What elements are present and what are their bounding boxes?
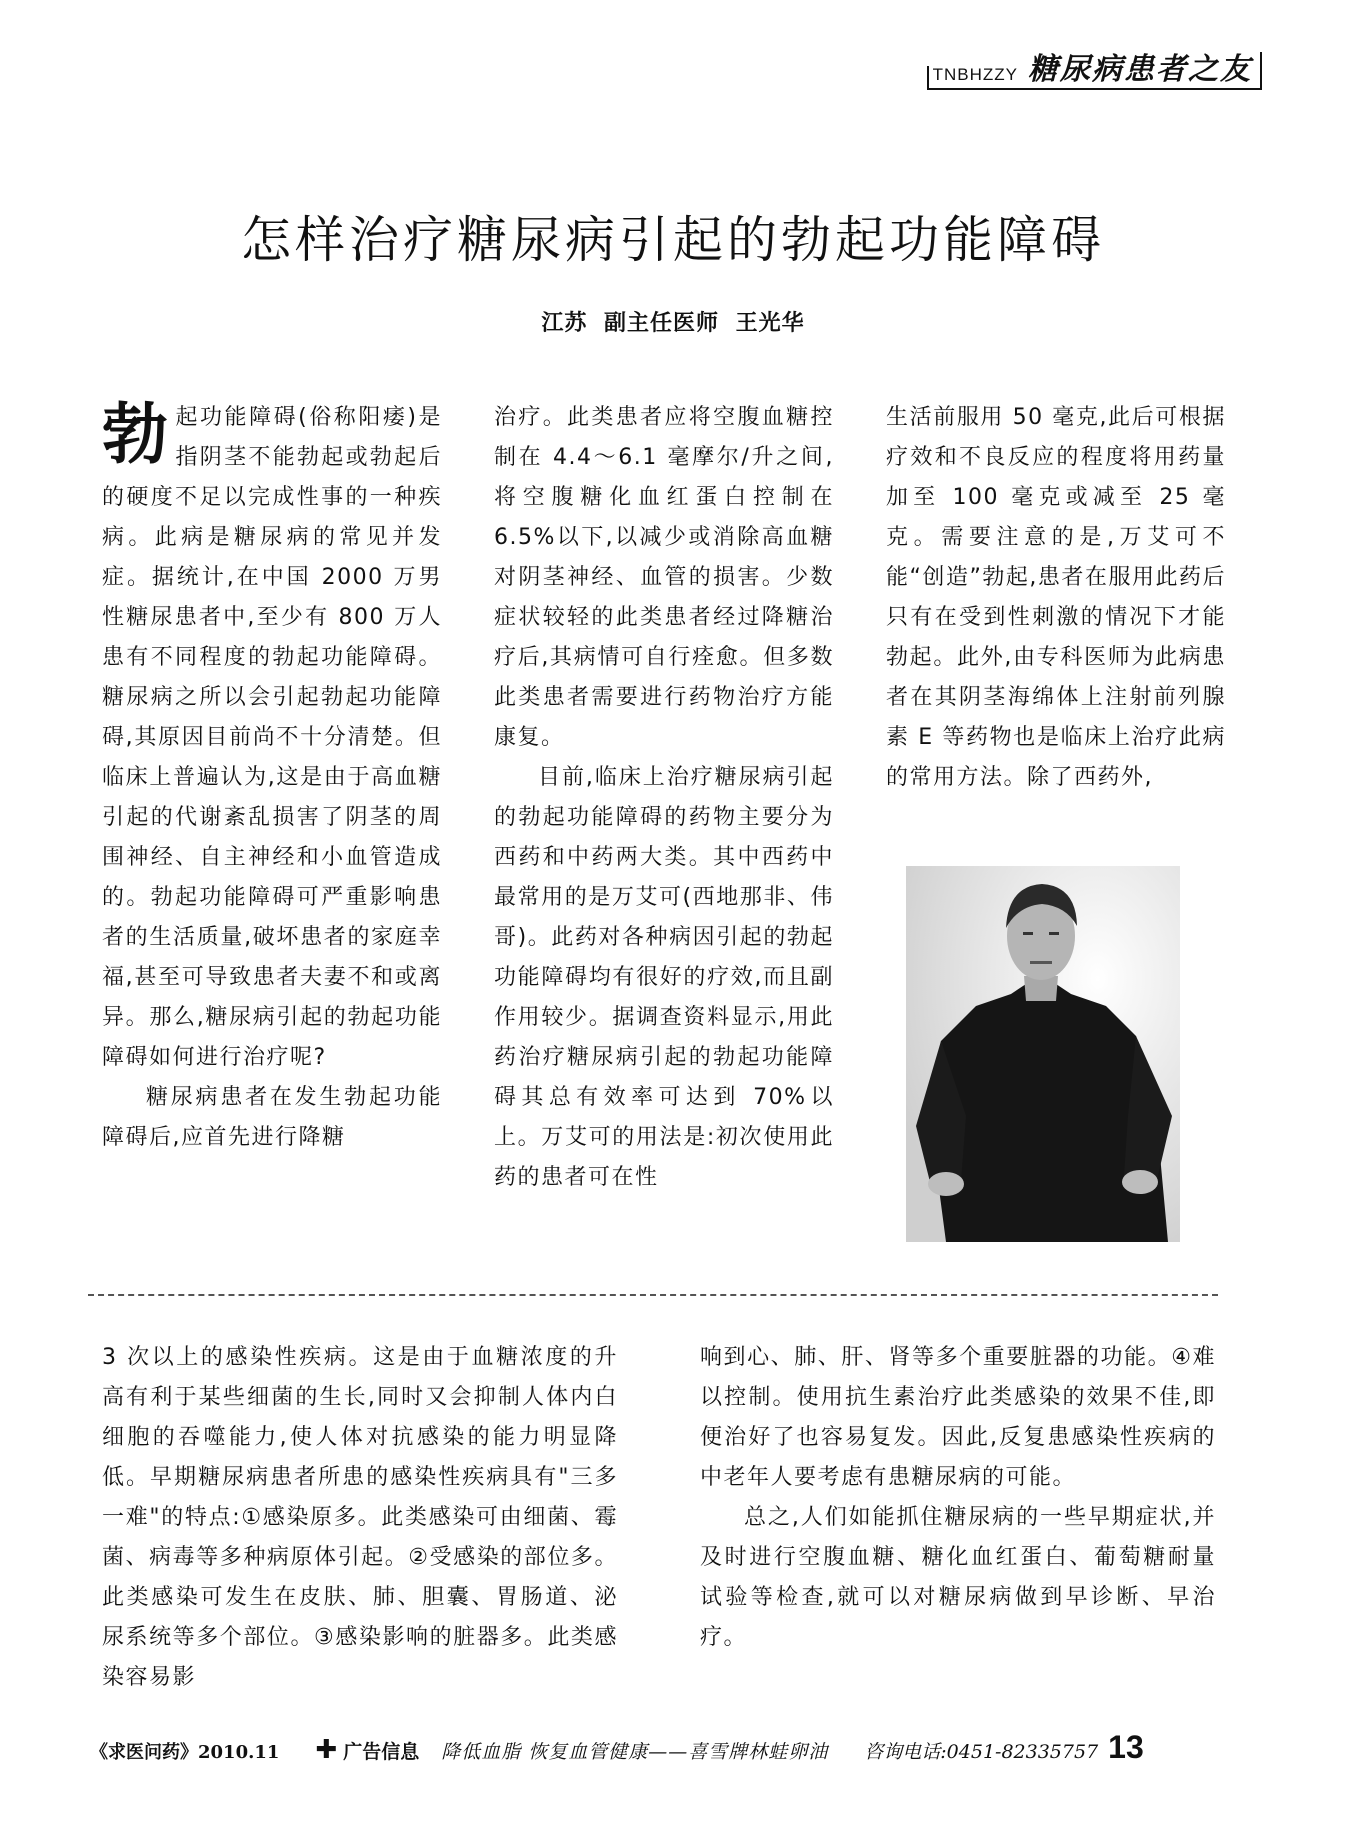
paragraph: 生活前服用 50 毫克,此后可根据疗效和不良反应的程度将用药量加至 100 毫克或减至 25 毫克。需要注意的是,万艾可不能“创造”勃起,患者在服用此药后只有在受到性刺激的情况下才能勃起。此外,由专科医师为此病患者在其阴茎海绵体上注射前列腺素 E 等药物也是临床上治疗此病的常用方法。除了西药外,: [886, 405, 1226, 790]
continued-column-right: [700, 1338, 1216, 1658]
article-column-3: [886, 398, 1226, 798]
column-code: TNBHZZY: [932, 65, 1018, 84]
drop-cap: 勃: [102, 396, 170, 473]
man-portrait-photo: [906, 866, 1180, 1242]
article-byline: 江苏 副主任医师 王光华: [541, 311, 805, 336]
ad-slogan: 降低血脂 恢复血管健康——喜雪牌林蛙卵油: [441, 1741, 829, 1763]
page-footer: [90, 1729, 1225, 1766]
ad-label: 广告信息: [343, 1741, 420, 1763]
article-title: 怎样治疗糖尿病引起的勃起功能障碍: [241, 211, 1105, 269]
plus-icon: ✚: [315, 1735, 338, 1765]
magazine-issue: 《求医问药》2010.11: [90, 1742, 280, 1763]
paragraph: 响到心、肺、肝、肾等多个重要脏器的功能。④难以控制。使用抗生素治疗此类感染的效果不佳,即便治好了也容易复发。因此,反复患感染性疾病的中老年人要考虑有患糖尿病的可能。: [700, 1345, 1216, 1490]
article-column-1: [102, 398, 442, 1158]
continued-column-left: [102, 1338, 618, 1698]
section-divider: [88, 1294, 1218, 1296]
paragraph: 目前,临床上治疗糖尿病引起的勃起功能障碍的药物主要分为西药和中药两大类。其中西药中最常用的是万艾可(西地那非、伟哥)。此药对各种病因引起的勃起功能障碍均有很好的疗效,而且副作用较少。据调查资料显示,用此药治疗糖尿病引起的勃起功能障碍其总有效率可达到 70%以上。万艾可的用法是:初次使用此药的患者可在性: [494, 765, 834, 1190]
paragraph: 总之,人们如能抓住糖尿病的一些早期症状,并及时进行空腹血糖、糖化血红蛋白、葡萄糖耐量试验等检查,就可以对糖尿病做到早诊断、早治疗。: [700, 1505, 1216, 1650]
paragraph: 3 次以上的感染性疾病。这是由于血糖浓度的升高有利于某些细菌的生长,同时又会抑制人体内白细胞的吞噬能力,使人体对抗感染的能力明显降低。早期糖尿病患者所患的感染性疾病具有"三多一难"的特点:①感染原多。此类感染可由细菌、霉菌、病毒等多种病原体引起。②受感染的部位多。此类感染可发生在皮肤、肺、胆囊、胃肠道、泌尿系统等多个部位。③感染影响的脏器多。此类感染容易影: [102, 1345, 618, 1690]
paragraph: 治疗。此类患者应将空腹血糖控制在 4.4～6.1 毫摩尔/升之间,将空腹糖化血红蛋白控制在 6.5%以下,以减少或消除高血糖对阴茎神经、血管的损害。少数症状较轻的此类患者经过降糖治疗后,其病情可自行痊愈。但多数此类患者需要进行药物治疗方能康复。: [494, 405, 834, 750]
paragraph: 糖尿病患者在发生勃起功能障碍后,应首先进行降糖: [102, 1085, 442, 1150]
ad-phone: 咨询电话:0451-82335757: [864, 1741, 1099, 1763]
column-name: 糖尿病患者之友: [1028, 52, 1252, 87]
page-number: 13: [1108, 1729, 1144, 1765]
column-header: [927, 52, 1262, 90]
article-column-2: [494, 398, 834, 1198]
paragraph: 起功能障碍(俗称阳痿)是指阴茎不能勃起或勃起后的硬度不足以完成性事的一种疾病。此病是糖尿病的常见并发症。据统计,在中国 2000 万男性糖尿患者中,至少有 800 万人患有不同程度的勃起功能障碍。糖尿病之所以会引起勃起功能障碍,其原因目前尚不十分清楚。但临床上普遍认为,这是由于高血糖引起的代谢紊乱损害了阴茎的周围神经、自主神经和小血管造成的。勃起功能障碍可严重影响患者的生活质量,破坏患者的家庭幸福,甚至可导致患者夫妻不和或离异。那么,糖尿病引起的勃起功能障碍如何进行治疗呢?: [102, 405, 442, 1070]
